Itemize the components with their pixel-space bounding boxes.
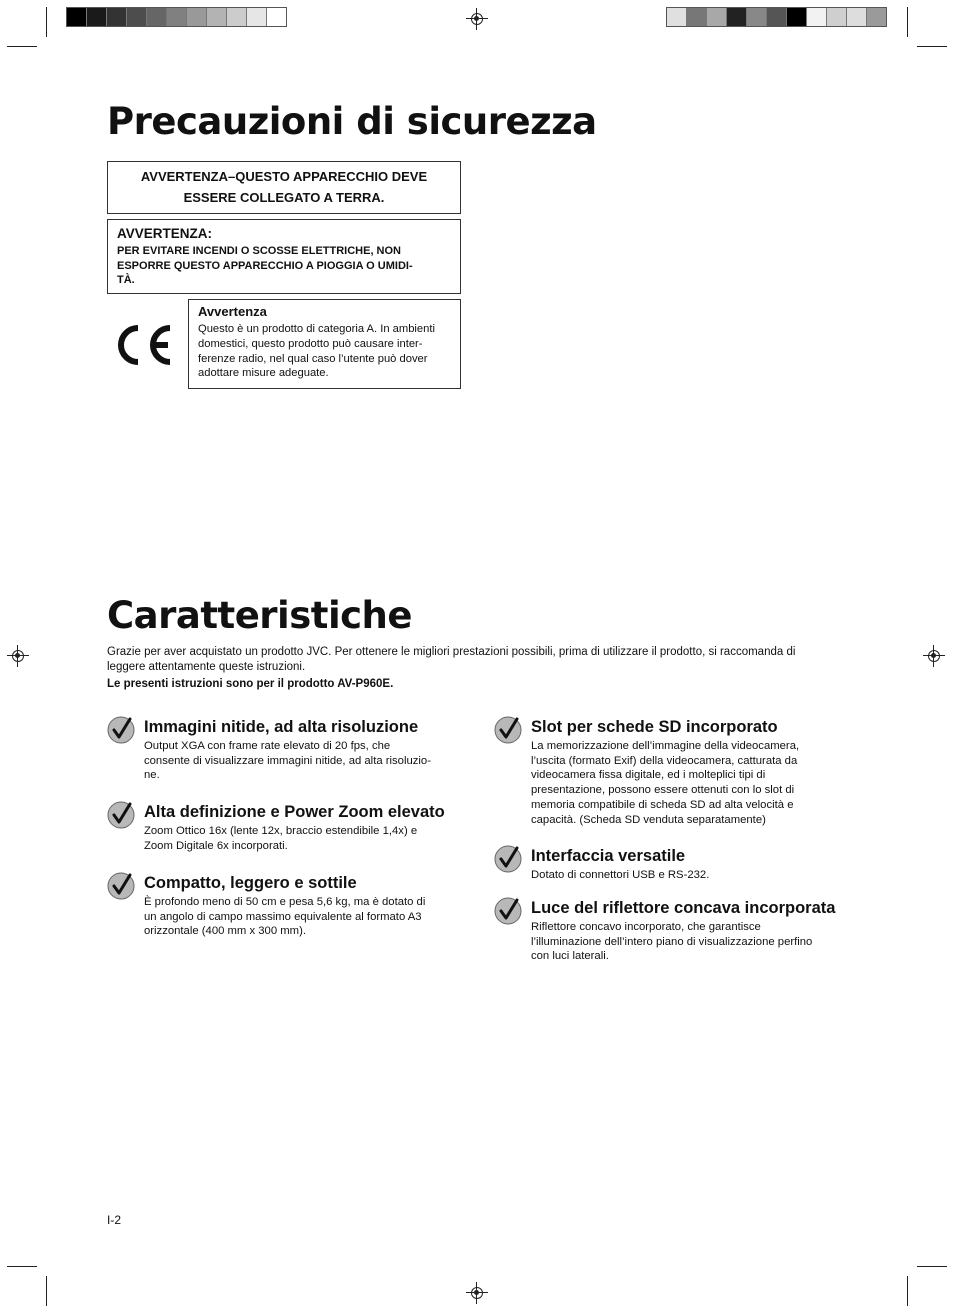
feature-desc-line: capacità. (Scheda SD venduta separatamente) — [531, 813, 766, 826]
section-title: Caratteristiche — [107, 594, 412, 637]
class-a-warning-box — [188, 299, 461, 389]
warning-heading: AVVERTENZA: — [117, 226, 213, 241]
swatch — [667, 8, 687, 26]
swatch — [787, 8, 807, 26]
page-title: Precauzioni di sicurezza — [107, 100, 597, 143]
feature-desc-line: con luci laterali. — [531, 950, 609, 963]
swatch — [107, 8, 127, 26]
feature-desc-line: presentazione, possono essere ottenuti con lo slot di — [531, 784, 795, 797]
earth-warning-box — [107, 161, 461, 214]
registration-mark-icon — [466, 8, 488, 30]
feature-desc-line: orizzontale (400 mm x 300 mm). — [144, 925, 306, 938]
color-bar-left — [66, 7, 287, 27]
page-number: I-2 — [107, 1213, 122, 1227]
feature-item — [494, 845, 864, 889]
swatch — [727, 8, 747, 26]
feature-desc-line: un angolo di campo massimo equivalente al formato A3 — [144, 910, 422, 923]
feature-desc-line: Zoom Ottico 16x (lente 12x, braccio estendibile 1,4x) e — [144, 825, 418, 837]
warning-heading: Avvertenza — [198, 304, 267, 319]
warning-text: ESSERE COLLEGATO A TERRA. — [183, 190, 385, 205]
checkmark-icon — [494, 897, 522, 925]
checkmark-icon — [107, 801, 135, 829]
feature-desc-line: Dotato di connettori USB e RS-232. — [531, 869, 710, 881]
warning-text: ferenze radio, nel qual caso l’utente può dover — [198, 352, 428, 365]
fire-shock-warning-box — [107, 219, 461, 294]
feature-item — [494, 716, 864, 832]
intro-paragraph — [107, 645, 855, 674]
swatch — [147, 8, 167, 26]
warning-text: Questo è un prodotto di categoria A. In ambienti — [198, 323, 435, 335]
warning-text: adottare misure adeguate. — [198, 367, 329, 380]
swatch — [207, 8, 227, 26]
feature-desc-line: Zoom Digitale 6x incorporati. — [144, 839, 288, 852]
feature-desc-line: Riflettore concavo incorporato, che garantisce — [531, 921, 761, 933]
feature-title: Immagini nitide, ad alta risoluzione — [144, 718, 419, 736]
swatch — [67, 8, 87, 26]
feature-desc-line: videocamera fissa digitale, ed i molteplici tipi di — [531, 769, 766, 782]
swatch — [167, 8, 187, 26]
feature-title: Luce del riflettore concava incorporata — [531, 899, 836, 917]
checkmark-icon — [107, 872, 135, 900]
registration-mark-icon — [7, 645, 29, 667]
warning-text: ESPORRE QUESTO APPARECCHIO A PIOGGIA O UMIDI- — [117, 259, 413, 272]
feature-item — [107, 716, 467, 788]
warning-text: TÀ. — [117, 274, 135, 286]
swatch — [687, 8, 707, 26]
registration-mark-icon — [923, 645, 945, 667]
feature-desc-line: La memorizzazione dell’immagine della videocamera, — [531, 740, 800, 752]
swatch — [847, 8, 867, 26]
intro-line: Grazie per aver acquistato un prodotto JVC. Per ottenere le migliori prestazioni possibili, prima di utilizzare il prodotto, si raccomanda di — [107, 646, 796, 658]
swatch — [187, 8, 207, 26]
feature-desc-line: ne. — [144, 769, 160, 782]
feature-desc-line: È profondo meno di 50 cm e pesa 5,6 kg, ma è dotato di — [144, 896, 426, 908]
feature-desc-line: consente di visualizzare immagini nitide, ad alta risoluzio- — [144, 754, 431, 767]
swatch — [267, 8, 286, 26]
warning-text: domestici, questo prodotto può causare inter- — [198, 337, 423, 350]
swatch — [247, 8, 267, 26]
intro-line: leggere attentamente queste istruzioni. — [107, 660, 306, 673]
feature-desc-line: Output XGA con frame rate elevato di 20 fps, che — [144, 740, 391, 752]
checkmark-icon — [494, 845, 522, 873]
swatch — [707, 8, 727, 26]
swatch — [807, 8, 827, 26]
feature-title: Compatto, leggero e sottile — [144, 874, 357, 892]
swatch — [127, 8, 147, 26]
feature-item — [107, 872, 467, 944]
color-bar-right — [666, 7, 887, 27]
feature-title: Interfaccia versatile — [531, 847, 686, 865]
swatch — [867, 8, 886, 26]
feature-desc-line: l’illuminazione dell’intero piano di visualizzazione perfino — [531, 935, 813, 948]
swatch — [87, 8, 107, 26]
feature-title: Slot per schede SD incorporato — [531, 718, 778, 736]
feature-item — [107, 801, 467, 861]
checkmark-icon — [107, 716, 135, 744]
registration-mark-icon — [466, 1282, 488, 1304]
swatch — [227, 8, 247, 26]
warning-text: AVVERTENZA–QUESTO APPARECCHIO DEVE — [140, 169, 428, 184]
swatch — [827, 8, 847, 26]
feature-item — [494, 897, 864, 969]
swatch — [747, 8, 767, 26]
feature-desc-line: memoria compatibile di scheda SD ad alta velocità e — [531, 798, 794, 811]
feature-desc-line: l’uscita (formato Exif) della videocamera, catturata da — [531, 754, 798, 767]
feature-title: Alta definizione e Power Zoom elevato — [144, 803, 445, 821]
ce-mark-icon — [112, 322, 178, 368]
model-note: Le presenti istruzioni sono per il prodotto AV-P960E. — [107, 678, 394, 690]
warning-text: PER EVITARE INCENDI O SCOSSE ELETTRICHE, NON — [117, 245, 401, 257]
swatch — [767, 8, 787, 26]
checkmark-icon — [494, 716, 522, 744]
